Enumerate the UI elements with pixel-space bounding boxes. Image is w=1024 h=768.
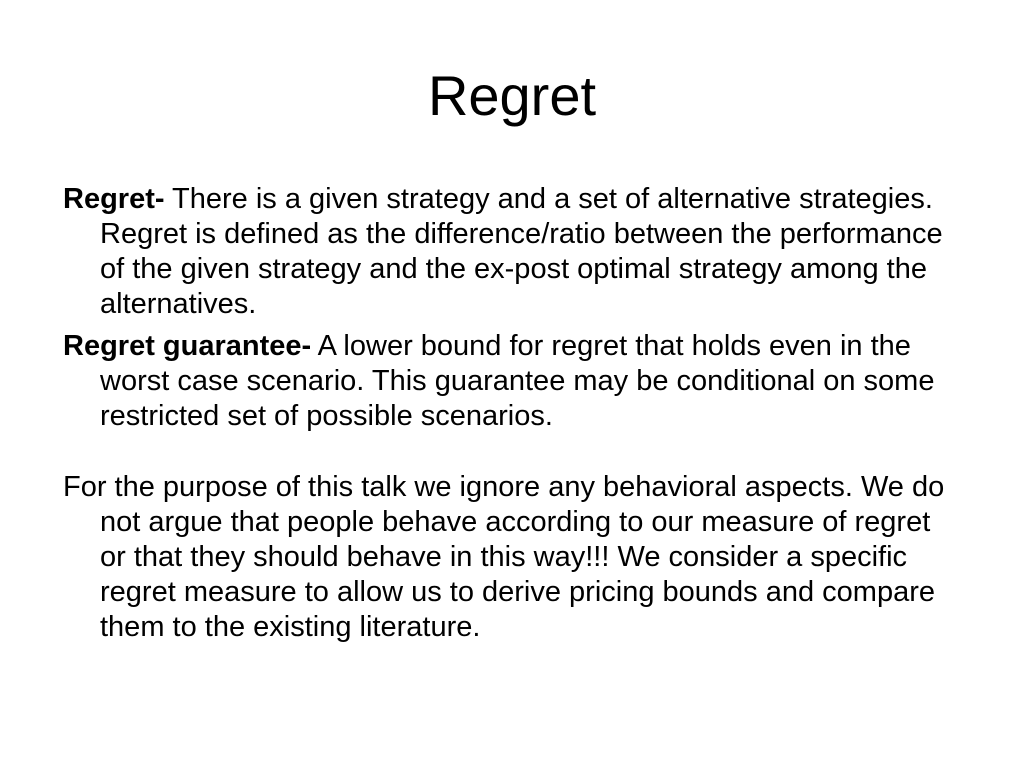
slide-body	[63, 182, 963, 645]
term-regret: Regret-	[63, 183, 165, 215]
talk-scope-paragraph	[63, 470, 963, 645]
term-regret-guarantee: Regret guarantee-	[63, 330, 312, 362]
definition-regret-guarantee-text: A lower bound for regret that holds even in the worst case scenario. This guarantee may be conditional on some restricted set of possible scenarios.	[100, 330, 935, 432]
talk-scope-text: For the purpose of this talk we ignore any behavioral aspects. We do not argue that people behave according to our measure of regret or that they should behave in this way!!! We consider a specific regret measure to allow us to derive pricing bounds and compare them to the existing literature.	[63, 471, 945, 643]
definition-regret	[63, 182, 963, 322]
definition-regret-text: There is a given strategy and a set of alternative strategies. Regret is defined as the difference/ratio between the performance of the given strategy and the ex-post optimal strategy among the alternatives.	[100, 183, 943, 320]
slide-title: Regret	[427, 64, 597, 127]
definition-regret-guarantee	[63, 329, 963, 434]
